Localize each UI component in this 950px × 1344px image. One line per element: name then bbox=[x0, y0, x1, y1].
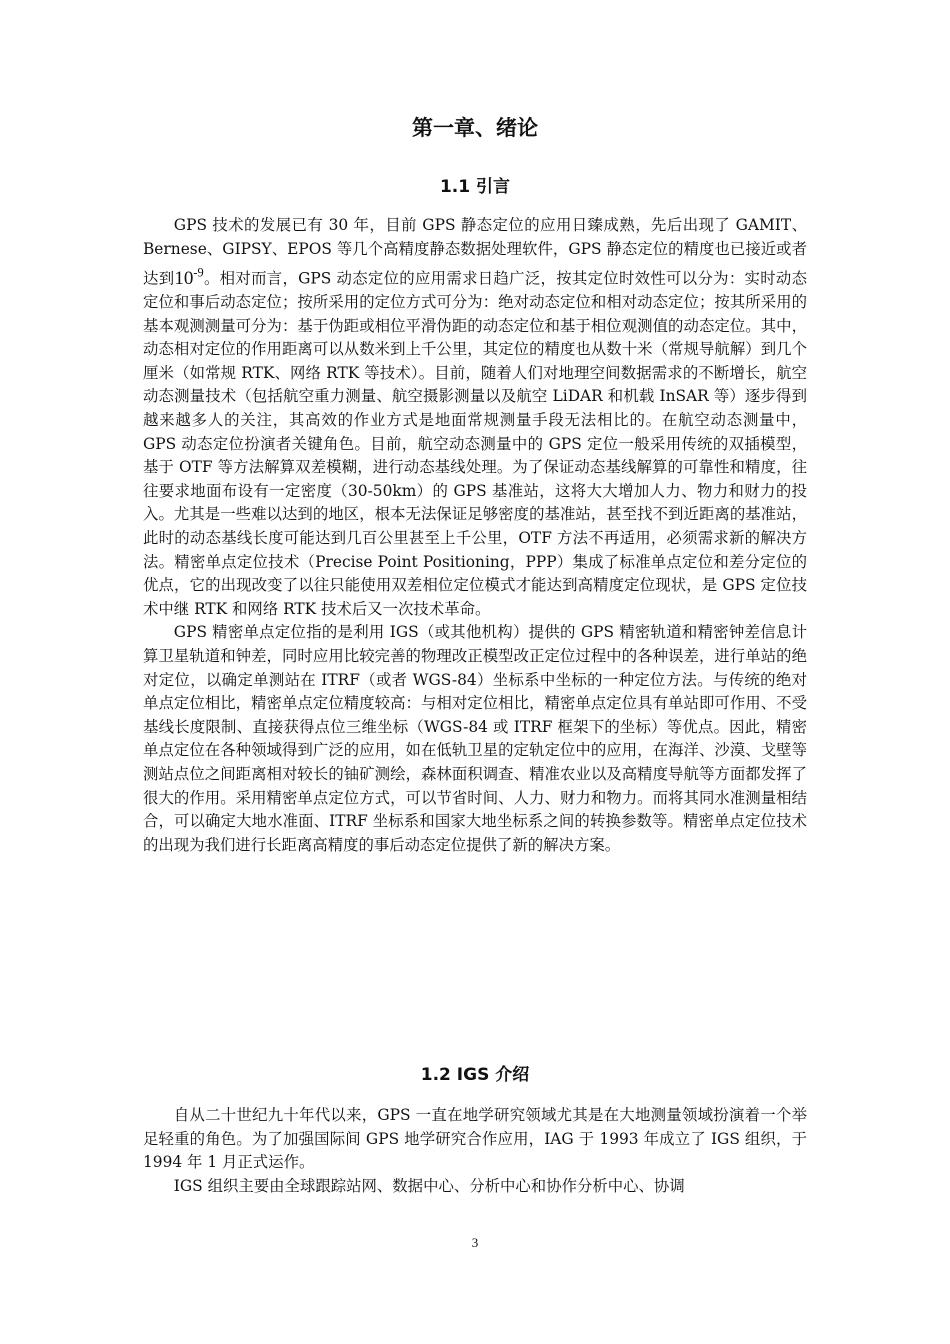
section-igs-body bbox=[143, 1104, 807, 1198]
power-base: 10 bbox=[174, 267, 194, 289]
power-exponent: -9 bbox=[193, 265, 204, 280]
power-of-ten bbox=[174, 265, 204, 289]
chapter-title: 第一章、绪论 bbox=[412, 116, 538, 140]
intro-paragraph-2: GPS 精密单点定位指的是利用 IGS（或其他机构）提供的 GPS 精密轨道和精密钟差信息计算卫星轨道和钟差，同时应用比较完善的物理改正模型改正定位过程中的各种误差，进行单站的绝对定位，以确定单测站在 ITRF（或者 WGS-84）坐标系中坐标的一种定位方法。与传统的绝对单点定位相比，精密单点定位精度较高：与相对定位相比，精密单点定位具有单站即可作用、不受基线长度限制、直接获得点位三维坐标（WGS-84 或 ITRF 框架下的坐标）等优点。因此，精密单点定位在各种领域得到广泛的应用，如在低轨卫星的定轨定位中的应用，在海洋、沙漠、戈壁等测站点位之间距离相对较长的铀矿测绘，森林面积调查、精准农业以及高精度导航等方面都发挥了很大的作用。采用精密单点定位方式，可以节省时间、人力、财力和物力。而将其同水准测量相结合，可以确定大地水准面、ITRF 坐标系和国家大地坐标系之间的转换参数等。精密单点定位技术的出现为我们进行长距离高精度的事后动态定位提供了新的解决方案。 bbox=[143, 623, 807, 854]
intro-paragraph-1-text-a: GPS 技术的发展已有 30 年，目前 GPS 静态定位的应用日臻成熟，先后出现了 GAMIT、Bernese、GIPSY、EPOS 等几个高精度静态数据处理软件，GPS 静态定位的精度也已接近或者达到 bbox=[143, 216, 807, 288]
igs-paragraph-1: 自从二十世纪九十年代以来，GPS 一直在地学研究领域尤其是在大地测量领域扮演着一个举足轻重的角色。为了加强国际间 GPS 地学研究合作应用，IAG 于 1993 年成立了 IGS 组织，于 1994 年 1 月正式运作。 bbox=[143, 1106, 807, 1172]
section-intro-body bbox=[143, 214, 807, 857]
igs-paragraph-2: IGS 组织主要由全球跟踪站网、数据中心、分析中心和协作分析中心、协调 bbox=[173, 1176, 685, 1195]
section-title-intro: 1.1 引言 bbox=[439, 177, 511, 197]
section-title-igs: 1.2 IGS 介绍 bbox=[420, 1065, 530, 1085]
intro-paragraph-1-text-b: 。相对而言，GPS 动态定位的应用需求日趋广泛，按其定位时效性可以分为：实时动态定位和事后动态定位；按所采用的定位方式可分为：绝对动态定位和相对动态定位；按其所采用的基本观测测量可分为：基于伪距或相位平滑伪距的动态定位和基于相位观测值的动态定位。其中，动态相对定位的作用距离可以从数米到上千公里，其定位的精度也从数十米（常规导航解）到几个厘米（如常规 RTK、网络 RTK 等技术）。目前，随着人们对地理空间数据需求的不断增长，航空动态测量技术（包括航空重力测量、航空摄影测量以及航空 LiDAR 和机载 InSAR 等）逐步得到越来越多人的关注，其高效的作业方式是地面常规测量手段无法相比的。在航空动态测量中，GPS 动态定位扮演者关键角色。目前，航空动态测量中的 GPS 定位一般采用传统的双插模型，基于 OTF 等方法解算双差模糊，进行动态基线处理。为了保证动态基线解算的可靠性和精度，往往要求地面布设有一定密度（30-50km）的 GPS 基准站，这将大大增加人力、物力和财力的投入。尤其是一些难以达到的地区，根本无法保证足够密度的基准站，甚至找不到近距离的基准站，此时的动态基线长度可能达到几百公里甚至上千公里，OTF 方法不再适用，必须需求新的解决方法。精密单点定位技术（Precise Point Positioning，PPP）集成了标准单点定位和差分定位的优点，它的出现改变了以往只能使用双差相位定位模式才能达到高精度定位现状，是 GPS 定位技术中继 RTK 和网络 RTK 技术后又一次技术革命。 bbox=[143, 269, 807, 618]
intro-paragraph-1 bbox=[143, 214, 807, 621]
page-number: 3 bbox=[471, 1235, 479, 1250]
